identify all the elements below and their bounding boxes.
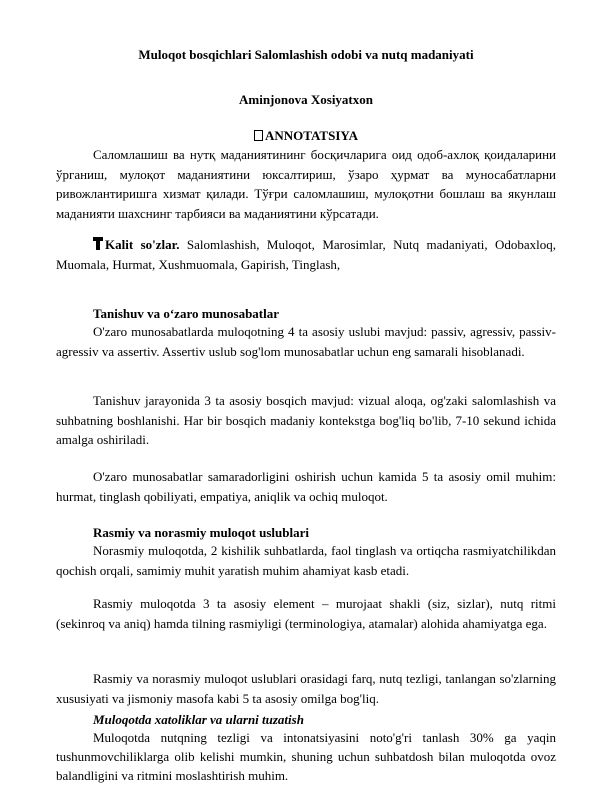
section-paragraph: O'zaro munosabatlar samaradorligini oshirish uchun kamida 5 ta asosiy omil muhim: hurmat, tinglash qobiliyati, empatiya, aniqlik va ochiq muloqot. bbox=[56, 469, 556, 504]
annotation-heading-text: ANNOTATSIYA bbox=[265, 128, 358, 143]
section-paragraph: Rasmiy va norasmiy muloqot uslublari orasidagi farq, nutq tezligi, tanlangan so'zlarning xususiyati va jismoniy masofa kabi 5 ta asosiy omilga bog'liq. bbox=[56, 671, 556, 706]
section-heading: Tanishuv va oʻzaro munosabatlar bbox=[93, 306, 280, 321]
placeholder-box-icon bbox=[254, 130, 263, 141]
annotation-heading bbox=[0, 128, 612, 144]
document-title: Muloqot bosqichlari Salomlashish odobi va nutq madaniyati bbox=[138, 47, 474, 62]
annotation-paragraph: Саломлашиш ва нутқ маданиятининг босқичларига оид одоб-ахлоқ қоидаларини ўрганиш, мулоқот маданиятини юксалтириш, ўзаро ҳурмат ва муносабатларни ривожлантиришга хизмат қилади. Тўғри саломлашиш, мулоқотни бошлаш ва якунлаш маданияти шахснинг тарбияси ва маданиятини кўрсатади. bbox=[56, 147, 556, 221]
document-author: Aminjonova Xosiyatxon bbox=[239, 92, 373, 107]
section-paragraph: Norasmiy muloqotda, 2 kishilik suhbatlarda, faol tinglash va ortiqcha rasmiyatchilikdan qochish orqali, samimiy muhit yaratish muhim ahamiyat kasb etadi. bbox=[56, 543, 556, 578]
keywords-text: Salomlashish, Muloqot, Marosimlar, Nutq madaniyati, Odobaxloq, Muomala, Hurmat, Xushmuomala, Gapirish, Tinglash, bbox=[56, 237, 557, 272]
section-heading: Rasmiy va norasmiy muloqot uslublari bbox=[93, 525, 309, 540]
pin-icon bbox=[93, 237, 103, 250]
keywords-paragraph bbox=[56, 235, 556, 274]
section-paragraph: O'zaro munosabatlarda muloqotning 4 ta asosiy uslubi mavjud: passiv, agressiv, passiv-agressiv va assertiv. Assertiv uslub sog'lom munosabatlar uchun eng samarali hisoblanadi. bbox=[56, 324, 556, 359]
section-paragraph: Muloqotda nutqning tezligi va intonatsiyasini noto'g'ri tanlash 30% ga yaqin tushunmovchiliklarga olib kelishi mumkin, shuning uchun suhbatdosh bilan muloqotda ovoz balandligini va ritmini moslashtirish muhim. bbox=[56, 730, 556, 783]
section-heading: Muloqotda xatoliklar va ularni tuzatish bbox=[93, 712, 304, 727]
section-paragraph: Rasmiy muloqotda 3 ta asosiy element – murojaat shakli (siz, sizlar), nutq ritmi (sekinroq va aniq) hamda tilning rasmiyligi (terminologiya, atamalar) alohida ahamiyatga ega. bbox=[56, 596, 556, 631]
keywords-label: Kalit so'zlar. bbox=[105, 237, 180, 252]
section-paragraph: Tanishuv jarayonida 3 ta asosiy bosqich mavjud: vizual aloqa, og'zaki salomlashish va suhbatning boshlanishi. Har bir bosqich madaniy kontekstga bog'liq bo'lib, 7-10 sekund ichida amalga oshiriladi. bbox=[56, 393, 556, 447]
